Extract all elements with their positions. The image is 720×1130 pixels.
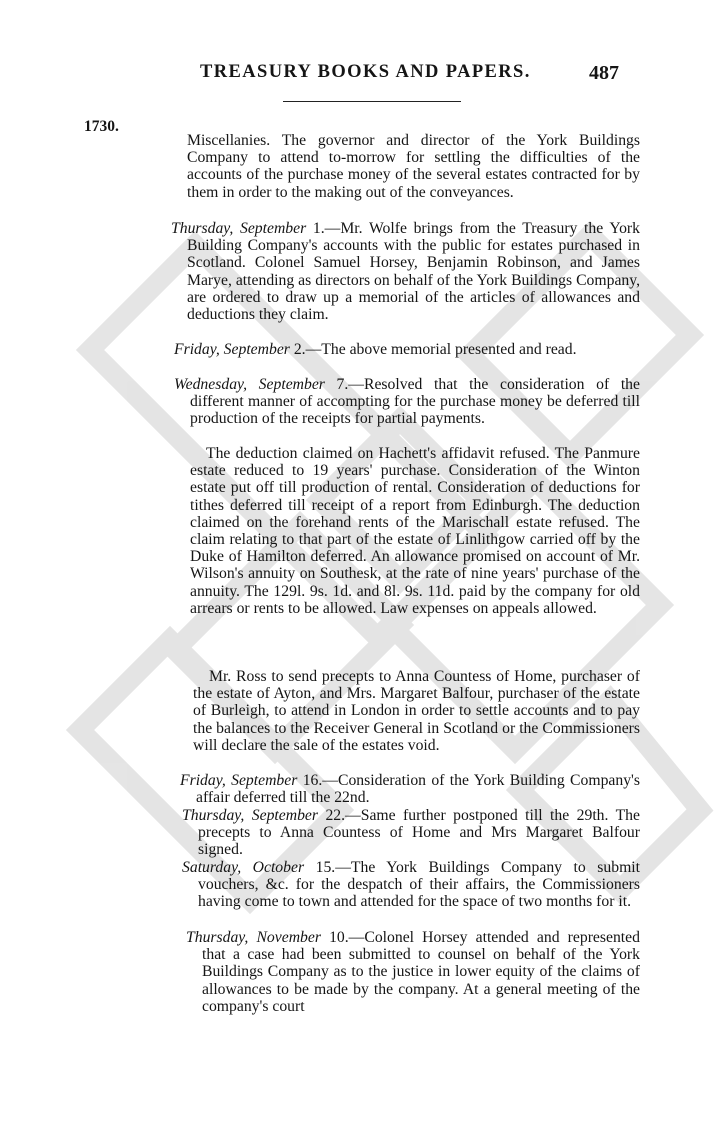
diary-entry bbox=[182, 859, 640, 911]
entry-text: 10.—Colonel Horsey attended and represented that a case had been submitted to counsel on behalf of the York Buildings Company as to the justice in lower equity of the claims of allowances to be made by the company. At a general meeting of the company's court bbox=[202, 929, 640, 1015]
entry-text: 1.—Mr. Wolfe brings from the Treasury the York Building Company's accounts with the public for estates purchased in Scotland. Colonel Samuel Horsey, Benjamin Robinson, and James Marye, attending as directors on behalf of the York Buildings Company, are ordered to draw up a memorial of the articles of allowances and deductions they claim. bbox=[187, 220, 640, 324]
entry-date: Saturday, October bbox=[182, 859, 305, 876]
paragraph bbox=[193, 668, 640, 754]
running-title: TREASURY BOOKS AND PAPERS. bbox=[200, 62, 531, 82]
entry-date: Friday, September bbox=[174, 341, 290, 358]
entry-date: Thursday, November bbox=[186, 929, 321, 946]
entry-date: Thursday, September bbox=[182, 807, 318, 824]
entry-date: Wednesday, September bbox=[174, 376, 325, 393]
diary-entry bbox=[186, 929, 640, 1015]
paragraph bbox=[190, 445, 640, 617]
paragraph bbox=[187, 132, 640, 201]
entry-text: 22.—Same further postponed till the 29th. The precepts to Anna Countess of Home and Mrs Margaret Balfour signed. bbox=[198, 807, 640, 859]
entry-text: 16.—Consideration of the York Building Company's affair deferred till the 22nd. bbox=[196, 772, 640, 807]
year-marginal: 1730. bbox=[84, 118, 119, 135]
entry-text: The deduction claimed on Hachett's affidavit refused. The Panmure estate reduced to 19 years' purchase. Consideration of the Winton estate put off till production of rental. Consideration of deductions for tithes deferred till receipt of a report from Edinburgh. The deduction claimed on the forehand rents of the Marischall estate refused. The claim relating to that part of the estate of Linlithgow carried off by the Duke of Hamilton deferred. An allowance promised on account of Mr. Wilson's annuity on Southesk, at the rate of nine years' purchase of the annuity. The 129l. 9s. 1d. and 8l. 9s. 11d. paid by the company for old arrears or rents to be allowed. Law expenses on appeals allowed. bbox=[190, 445, 640, 617]
entry-text: 15.—The York Buildings Company to submit vouchers, &c. for the despatch of their affairs, the Commissioners having come to town and attended for the space of two months for it. bbox=[198, 859, 640, 911]
entry-date: Friday, September bbox=[180, 772, 298, 789]
page-number: 487 bbox=[589, 62, 619, 84]
diary-entry bbox=[180, 772, 640, 807]
entry-date: Thursday, September bbox=[171, 220, 307, 237]
diary-entry bbox=[182, 807, 640, 859]
diary-entry bbox=[174, 376, 640, 428]
entry-text: Miscellanies. The governor and director of the York Buildings Company to attend to-morrow for settling the difficulties of the accounts of the purchase money of the several estates contracted for by them in order to the making out of the conveyances. bbox=[187, 132, 640, 201]
entry-text: 7.—Resolved that the consideration of the different manner of accompting for the purchase money be deferred till production of the receipts for partial payments. bbox=[190, 376, 640, 428]
entry-text: 2.—The above memorial presented and read. bbox=[289, 341, 577, 358]
diary-entry bbox=[174, 341, 640, 358]
diary-entry bbox=[171, 220, 640, 324]
entry-text: Mr. Ross to send precepts to Anna Countess of Home, purchaser of the estate of Ayton, and Mrs. Margaret Balfour, purchaser of the estate of Burleigh, to attend in London in order to settle accounts and to pay the balances to the Receiver General in Scotland or the Commissioners will declare the sale of the estates void. bbox=[193, 668, 640, 754]
